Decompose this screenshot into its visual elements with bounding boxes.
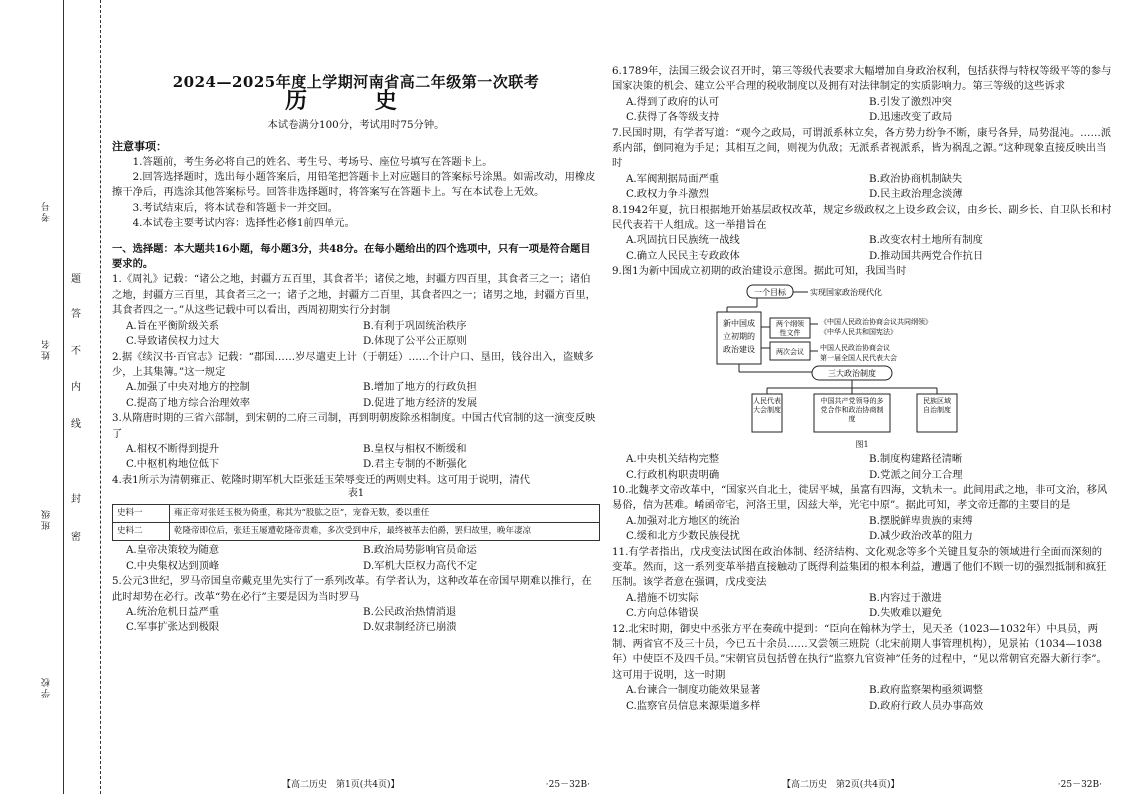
figure-bottom-label: 民族区域 — [923, 396, 951, 405]
figure-mid2-label: 两次会议 — [776, 347, 804, 356]
figure-bottom-label: 度 — [848, 414, 856, 423]
option[interactable]: C.提高了地方综合治理效率 — [126, 396, 251, 409]
table-1 — [112, 504, 600, 542]
option[interactable]: C.方向总体错误 — [626, 607, 699, 620]
option[interactable]: B.公民政治热情消退 — [363, 606, 457, 618]
notice-item: 2.回答选择题时，选出每小题答案后，用铅笔把答题卡上对应题目的答案标号涂黑。如需改动，用橡皮擦干净后，再选涂其他答案标号。回答非选择题时，将答案写在答题卡上。写在本试卷上无效。 — [112, 171, 596, 199]
option[interactable]: C.确立人民民主专政政体 — [626, 249, 740, 262]
exam-title: 2024—2025年度上学期河南省高二年级第一次联考 — [172, 73, 540, 91]
option[interactable]: C.监察官员信息来源渠道多样 — [626, 699, 761, 712]
seal-char: 线 — [71, 419, 81, 430]
footer-page-label: 【高二历史 第1页(共4页)】 — [282, 780, 400, 790]
figure-1-diagram — [612, 282, 1112, 437]
notice-heading: 注意事项： — [112, 140, 167, 154]
binding-line-dashed — [100, 0, 101, 794]
option[interactable]: A.旨在平衡阶级关系 — [126, 319, 220, 332]
option[interactable]: A.相权不断得到提升 — [126, 442, 220, 455]
option[interactable]: A.皇帝决策较为随意 — [126, 544, 220, 557]
exam-meta: 本试卷满分100分，考试用时75分钟。 — [267, 118, 445, 131]
question-stem: 9.图1为新中国成立初期的政治建设示意图。据此可知，我国当时 — [612, 265, 907, 278]
figure-left-box-label: 政治建设 — [723, 344, 755, 354]
figure-bottom-label: 人民代表 — [753, 396, 781, 405]
question-stem: 6.1789年，法国三级会议召开时，第三等级代表要求大幅增加自身政治权利，包括获得与特权等级平等的参与国家决策的机会、建立公平合理的税收制度以及拥有对法律制定的实质影响力。第三等级的这些诉求 — [612, 65, 1112, 93]
question-options — [112, 442, 600, 473]
option[interactable]: B.改变农村土地所有制度 — [869, 234, 983, 247]
option[interactable]: D.减少政治改革的阻力 — [869, 530, 973, 543]
binding-label-exam-number: 考号 — [42, 200, 52, 222]
option[interactable]: A.军阀割据局面严重 — [626, 172, 720, 185]
figure-bottom-label: 大会制度 — [753, 405, 781, 414]
option[interactable]: C.行政机构职责明确 — [626, 468, 720, 481]
option[interactable]: C.军事扩张达到极限 — [126, 621, 220, 634]
option[interactable]: D.君主专制的不断强化 — [363, 458, 467, 471]
notice-item: 1.答题前，考生务必将自己的姓名、考生号、考场号、座位号填写在答题卡上。 — [132, 155, 493, 168]
question-options — [112, 543, 600, 574]
footer-page-label: 【高二历史 第2页(共4页)】 — [782, 780, 900, 790]
option[interactable]: D.迅速改变了政局 — [869, 111, 953, 124]
option[interactable]: A.中央机关结构完整 — [626, 453, 720, 466]
option[interactable]: B.内容过于激进 — [869, 591, 942, 604]
question-stem: 12.北宋时期，御史中丞张方平在奏疏中提到：“臣向在翰林为学士，见天圣（1023—1032年）中具员，两制、两省官不及三十员，今已五十余员……又尝领三班院（北宋前期人事管理机构），见景祐（1034—1038年）中使臣不及四千员。”宋朝官员包括曾在执行“监察九官资神”任务的过程中，“见以常朝官充器大新行李”。这可用于说明，这一时期 — [612, 622, 1107, 681]
notice-item: 4.本试卷主要考试内容：选择性必修1前四单元。 — [132, 217, 355, 230]
table-cell-label: 史料二 — [113, 522, 170, 540]
binding-label-class: 班级 — [42, 508, 52, 530]
option[interactable]: C.缓和北方少数民族侵扰 — [626, 530, 740, 543]
question-options — [112, 319, 600, 350]
option[interactable]: B.制度构建路径清晰 — [869, 453, 963, 466]
option[interactable]: A.台谏合一制度功能效果显著 — [626, 684, 761, 697]
option[interactable]: D.党派之间分工合理 — [869, 468, 963, 481]
question-options — [612, 172, 1112, 203]
seal-char: 封 — [71, 494, 81, 505]
option[interactable]: B.引发了激烈冲突 — [869, 95, 952, 108]
option[interactable]: B.增加了地方的行政负担 — [363, 381, 477, 394]
option[interactable]: D.推动国共两党合作抗日 — [869, 249, 984, 262]
seal-char: 密 — [71, 532, 81, 543]
option[interactable]: A.巩固抗日民族统一战线 — [626, 234, 740, 247]
question-options — [612, 683, 1112, 714]
option[interactable]: A.加强对北方地区的统治 — [626, 514, 740, 527]
footer-code: ·25－32B· — [545, 780, 590, 790]
option[interactable]: B.有利于巩固统治秩序 — [363, 319, 467, 332]
figure-mid2-item: 第一届全国人民代表大会 — [820, 353, 897, 362]
option[interactable]: D.体现了公平公正原则 — [363, 335, 467, 348]
question-stem: 4.表1所示为清朝雍正、乾隆时期军机大臣张廷玉荣辱变迁的两则史料。这可用于说明，清代 — [112, 473, 530, 486]
option[interactable]: B.皇权与相权不断缓和 — [363, 442, 467, 455]
question-options — [112, 605, 600, 636]
option[interactable]: C.导致诸侯权力过大 — [126, 335, 220, 348]
binding-label-name: 姓名 — [42, 338, 52, 360]
option[interactable]: B.摆脱鲜卑贵族的束缚 — [869, 514, 973, 527]
figure-center-label: 三大政治制度 — [828, 368, 876, 378]
seal-char: 题 — [71, 274, 81, 285]
seal-char: 不 — [71, 346, 81, 357]
question-stem: 11.有学者指出，戊戌变法试图在政治体制、经济结构、文化观念等多个关键且复杂的领域进行全面而深刻的变革。然而，这一系列变革举措直接触动了既得利益集团的根本利益，遭遇了他们不顾一切的强烈抵制和疯狂压制。该学者意在强调，戊戌变法 — [612, 545, 1107, 589]
page-left — [112, 0, 600, 794]
option[interactable]: B.政治局势影响官员命运 — [363, 544, 477, 557]
option[interactable]: D.军机大臣权力高代不定 — [363, 559, 478, 572]
question-options — [612, 591, 1112, 622]
option[interactable]: B.政治协商机制缺失 — [869, 172, 963, 185]
table-cell-text: 雍正帝对张廷玉极为倚重，称其为“股肱之臣”，宠眷无数，委以重任 — [170, 504, 600, 522]
option[interactable]: C.中央集权达到顶峰 — [126, 559, 220, 572]
option[interactable]: C.政权力争斗激烈 — [626, 188, 709, 201]
figure-mid2-item: 中国人民政治协商会议 — [820, 343, 890, 352]
option[interactable]: A.得到了政府的认可 — [626, 95, 720, 108]
table-row — [113, 522, 600, 540]
figure-mid1-label: 两个纲领 — [776, 319, 804, 328]
option[interactable]: D.失败难以避免 — [869, 607, 942, 620]
figure-top-box-label: 一个目标 — [754, 287, 786, 297]
table-cell-label: 史料一 — [113, 504, 170, 522]
question-options — [612, 95, 1112, 126]
option[interactable]: D.民主政治理念淡薄 — [869, 188, 963, 201]
question-options — [112, 380, 600, 411]
figure-bottom-label: 中国共产党领导的多 — [820, 396, 884, 405]
figure-caption: 图1 — [855, 439, 869, 449]
exam-subject: 历 史 — [285, 88, 427, 115]
figure-bottom-label: 自治制度 — [923, 405, 951, 414]
figure-mid1-label: 性文件 — [779, 328, 801, 337]
seal-char: 内 — [71, 382, 81, 393]
figure-left-box-label: 新中国成 — [723, 318, 755, 328]
section-heading: 一、选择题：本大题共16小题，每小题3分，共48分。在每小题给出的四个选项中，只有一项是符合题目要求的。 — [112, 242, 591, 271]
binding-line — [63, 0, 64, 794]
question-stem: 3.从隋唐时期的三省六部制，到宋朝的二府三司制，再到明朝废除丞相制度。中国古代官制的这一演变反映了 — [112, 412, 596, 440]
binding-label-school: 学校 — [42, 676, 52, 698]
question-stem: 8.1942年夏，抗日根据地开始基层政权改革，规定乡级政权之上设乡政会议，由乡长、副乡长、自卫队长和村民代表若干人组成。这一举措旨在 — [612, 203, 1112, 232]
figure-mid1-item: 《中国人民政治协商会议共同纲领》 — [820, 317, 932, 326]
page-right — [612, 0, 1112, 794]
figure-bottom-label: 党合作和政治协商制 — [820, 405, 884, 414]
option[interactable]: D.促进了地方经济的发展 — [363, 396, 478, 409]
option[interactable]: D.奴隶制经济已崩溃 — [363, 621, 457, 634]
table-row — [113, 504, 600, 522]
figure-top-text: 实现国家政治现代化 — [810, 287, 882, 297]
option[interactable]: D.政府行政人员办事高效 — [869, 699, 984, 712]
option[interactable]: C.中枢机构地位低下 — [126, 458, 220, 471]
table-cell-text: 乾隆帝即位后，张廷玉屡遭乾隆帝责难，多次受到申斥，最终被革去伯爵，罢归故里，晚年凄凉 — [170, 522, 600, 540]
notice-item: 3.考试结束后，将本试卷和答题卡一并交回。 — [132, 201, 339, 214]
footer-code: ·25－32B· — [1057, 780, 1102, 790]
option[interactable]: A.措施不切实际 — [626, 591, 699, 604]
question-stem: 5.公元3世纪，罗马帝国皇帝戴克里先实行了一系列改革。有学者认为，这种改革在帝国早期难以推行，在此时却势在必行。改革“势在必行”主要是因为当时罗马 — [112, 575, 592, 603]
option[interactable]: B.政府监察架构亟须调整 — [869, 684, 983, 697]
question-stem: 10.北魏孝文帝改革中，“国家兴自北土，徙居平城，虽富有四海，文轨未一。此间用武之地，非可文治，移风易俗，信为甚难。崤函帝宅，河洛王里，因兹大举，光宅中原”。据此可知，孝文帝迁都的主要目的是 — [612, 483, 1108, 512]
question-options — [612, 452, 1112, 483]
table-caption: 表1 — [347, 488, 365, 500]
option[interactable]: A.统治危机日益严重 — [126, 606, 220, 618]
figure-mid1-item: 《中华人民共和国宪法》 — [820, 327, 897, 336]
option[interactable]: A.加强了中央对地方的控制 — [126, 381, 250, 394]
question-stem: 2.据《续汉书·百官志》记载：“郡国……岁尽遣吏上计（于朝廷）……个计户口、垦田，钱谷出入，盗贼多少，上其集簿。”这一规定 — [112, 350, 594, 378]
option[interactable]: C.获得了各等级支持 — [626, 111, 720, 124]
question-stem: 7.民国时期，有学者写道：“观今之政局，可谓派系林立矣，各方势力纷争不断，康号各异，局势混沌。……派系内部，倒同袍为手足；其相互之间，则视为仇敌；无派系者视派系，皆为祸乱之源。”这种现象直接反映出当时 — [612, 126, 1112, 170]
question-options — [612, 514, 1112, 545]
figure-left-box-label: 立初期的 — [723, 331, 755, 341]
seal-char: 答 — [71, 309, 81, 320]
question-options — [612, 233, 1112, 264]
notice-list — [112, 155, 600, 232]
binding-margin — [0, 0, 110, 794]
question-stem: 1.《周礼》记载：“诸公之地，封疆方五百里，其食者半；诸侯之地，封疆方四百里，其食者三之一；诸伯之地，封疆方三百里，其食者三之一；诸子之地，封疆方二百里，其食者四之一；诸男之地，封疆方百里，其食者四之一。”从这些记载中可以看出，西周初期实行分封制 — [112, 273, 596, 317]
